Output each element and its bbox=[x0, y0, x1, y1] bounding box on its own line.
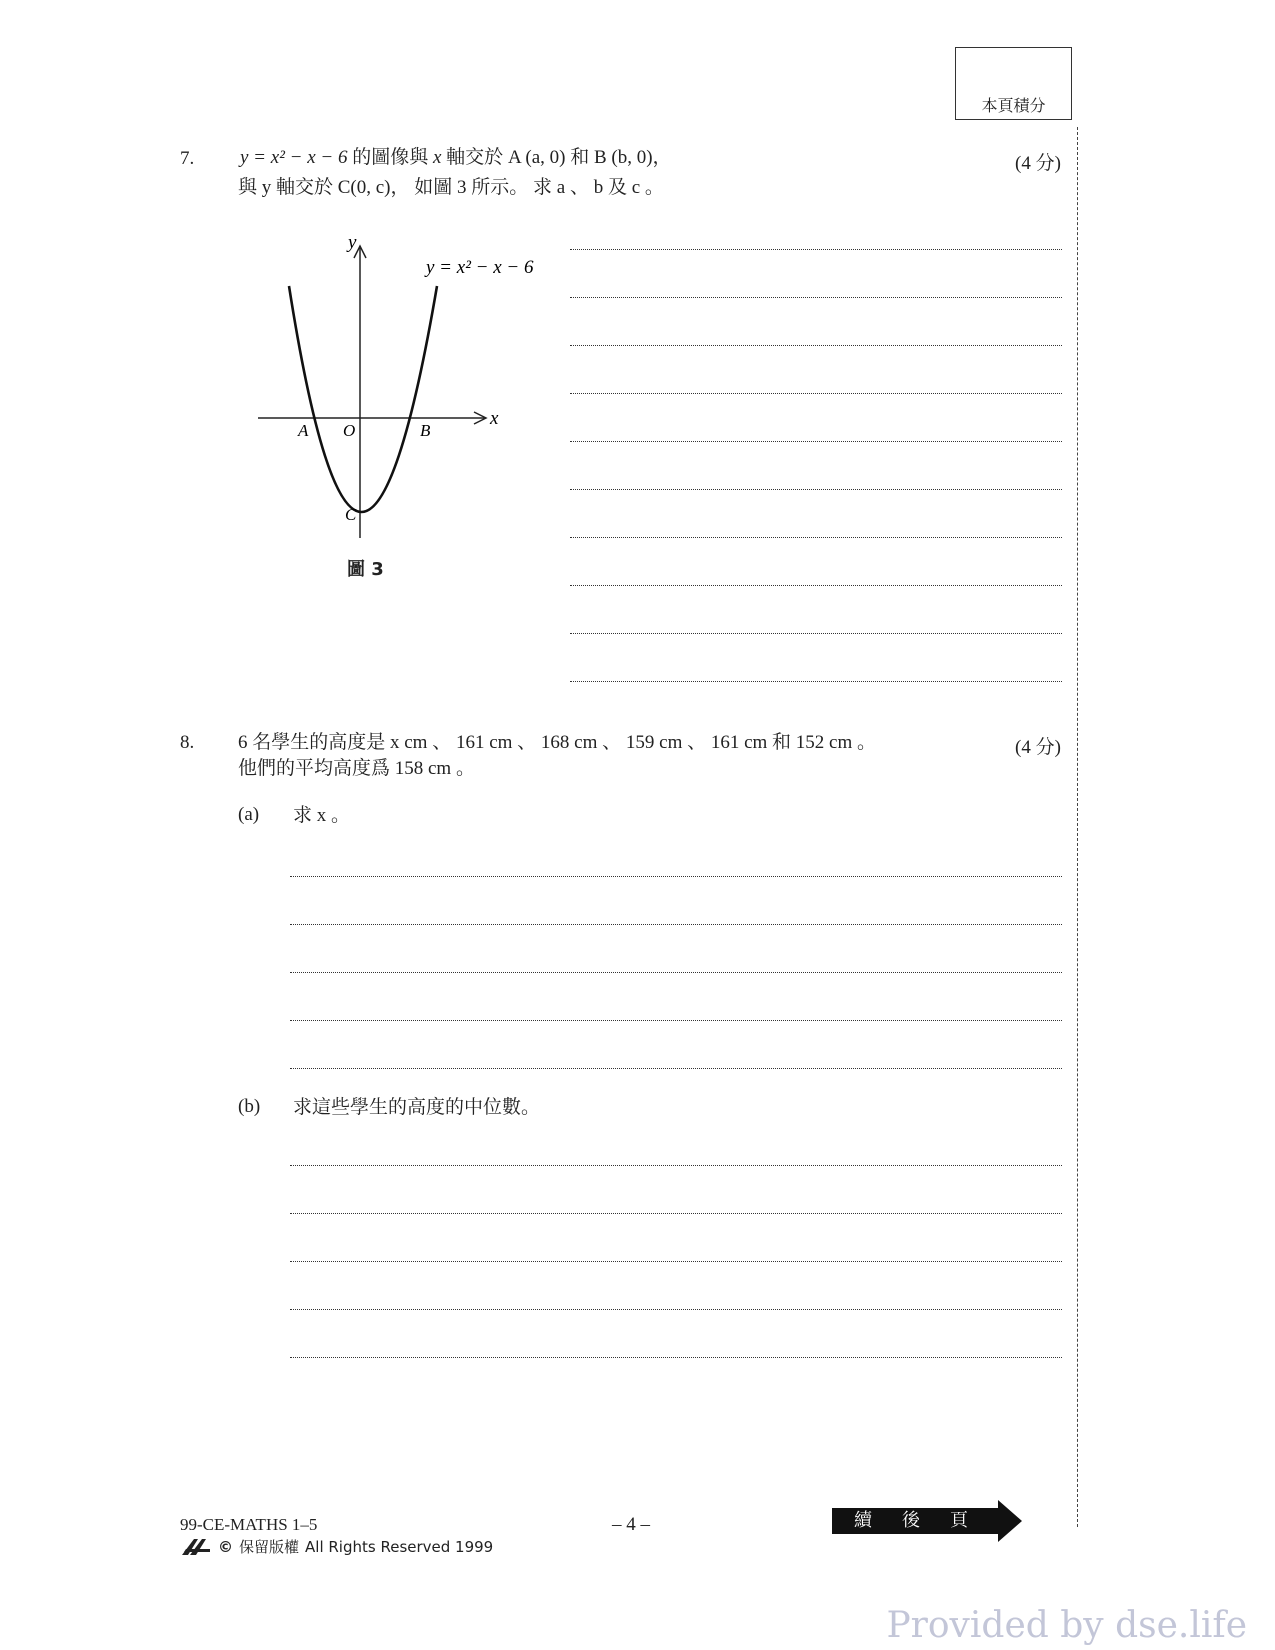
q8a-text: 求 x 。 bbox=[293, 805, 351, 826]
continue-arrow bbox=[832, 1500, 1022, 1542]
figure-3-graph bbox=[240, 228, 550, 588]
q8a-answer-line[interactable] bbox=[290, 1020, 1062, 1021]
page-number: – 4 – bbox=[612, 1514, 650, 1535]
q7-answer-line[interactable] bbox=[570, 537, 1062, 538]
q7-line1 bbox=[240, 143, 672, 172]
q8a-label: (a) bbox=[238, 804, 260, 825]
q8a-answer-line[interactable] bbox=[290, 924, 1062, 925]
q7-answer-line[interactable] bbox=[570, 297, 1062, 298]
q7-equation: y = x² − x − 6 bbox=[240, 147, 348, 168]
q7-answer-line[interactable] bbox=[570, 585, 1062, 586]
copyright-zh: 保留版權 bbox=[239, 1538, 300, 1556]
q8b-text: 求這些學生的高度的中位數。 bbox=[293, 1097, 541, 1118]
q8-line2: 他們的平均高度爲 158 cm 。 bbox=[238, 758, 475, 779]
q7-text-a: 的圖像與 bbox=[347, 147, 433, 168]
parabola-curve bbox=[289, 286, 437, 512]
margin-divider bbox=[1077, 127, 1078, 1527]
q8a-answer-line[interactable] bbox=[290, 1068, 1062, 1069]
page-score-box[interactable] bbox=[955, 47, 1072, 120]
q7-answer-line[interactable] bbox=[570, 249, 1062, 250]
q8b-answer-line[interactable] bbox=[290, 1165, 1062, 1166]
hkeaa-logo-icon bbox=[180, 1537, 212, 1557]
origin-label: O bbox=[343, 421, 356, 440]
watermark: Provided by dse.life bbox=[886, 1605, 1247, 1646]
q7-answer-line[interactable] bbox=[570, 345, 1062, 346]
q8-number: 8. bbox=[180, 732, 195, 753]
q7-answer-line[interactable] bbox=[570, 489, 1062, 490]
q8-line1: 6 名學生的高度是 x cm 、 161 cm 、 168 cm 、 159 cm 、 161 cm 和 152 cm 。 bbox=[238, 732, 877, 753]
q7-answer-line[interactable] bbox=[570, 681, 1062, 682]
q7-points: A (a, 0) 和 B (b, 0)， bbox=[507, 147, 672, 168]
q8b-answer-line[interactable] bbox=[290, 1309, 1062, 1310]
q7-answer-line[interactable] bbox=[570, 633, 1062, 634]
q8a-answer-line[interactable] bbox=[290, 876, 1062, 877]
q8-marks: (4 分) bbox=[1015, 737, 1061, 758]
figure-caption: 圖 3 bbox=[347, 559, 384, 580]
continue-label: 續後頁 bbox=[854, 1510, 998, 1531]
y-axis-label: y bbox=[348, 232, 357, 253]
copyright-symbol: © bbox=[218, 1537, 233, 1556]
q8a-answer-line[interactable] bbox=[290, 972, 1062, 973]
q7-number: 7. bbox=[180, 148, 195, 169]
q7-answer-line[interactable] bbox=[570, 393, 1062, 394]
x-axis-label: x bbox=[490, 408, 499, 429]
q7-marks: (4 分) bbox=[1015, 153, 1061, 174]
q8b-answer-line[interactable] bbox=[290, 1261, 1062, 1262]
q8b-label: (b) bbox=[238, 1096, 261, 1117]
curve-label: y = x² − x − 6 bbox=[426, 257, 534, 278]
copyright-en: All Rights Reserved 1999 bbox=[305, 1537, 494, 1556]
copyright-line bbox=[180, 1536, 493, 1557]
paper-code: 99-CE-MATHS 1–5 bbox=[180, 1515, 318, 1534]
q7-x-var: x bbox=[432, 147, 442, 168]
q8b-answer-line[interactable] bbox=[290, 1357, 1062, 1358]
point-a-label: A bbox=[298, 421, 309, 440]
q7-text-b: 軸交於 bbox=[441, 147, 508, 168]
point-b-label: B bbox=[420, 421, 431, 440]
q8b-answer-line[interactable] bbox=[290, 1213, 1062, 1214]
q7-line2: 與 y 軸交於 C(0, c)， 如圖 3 所示。 求 a 、 b 及 c 。 bbox=[238, 177, 664, 198]
point-c-label: C bbox=[345, 505, 357, 524]
page-score-label: 本頁積分 bbox=[981, 96, 1046, 115]
q7-answer-line[interactable] bbox=[570, 441, 1062, 442]
